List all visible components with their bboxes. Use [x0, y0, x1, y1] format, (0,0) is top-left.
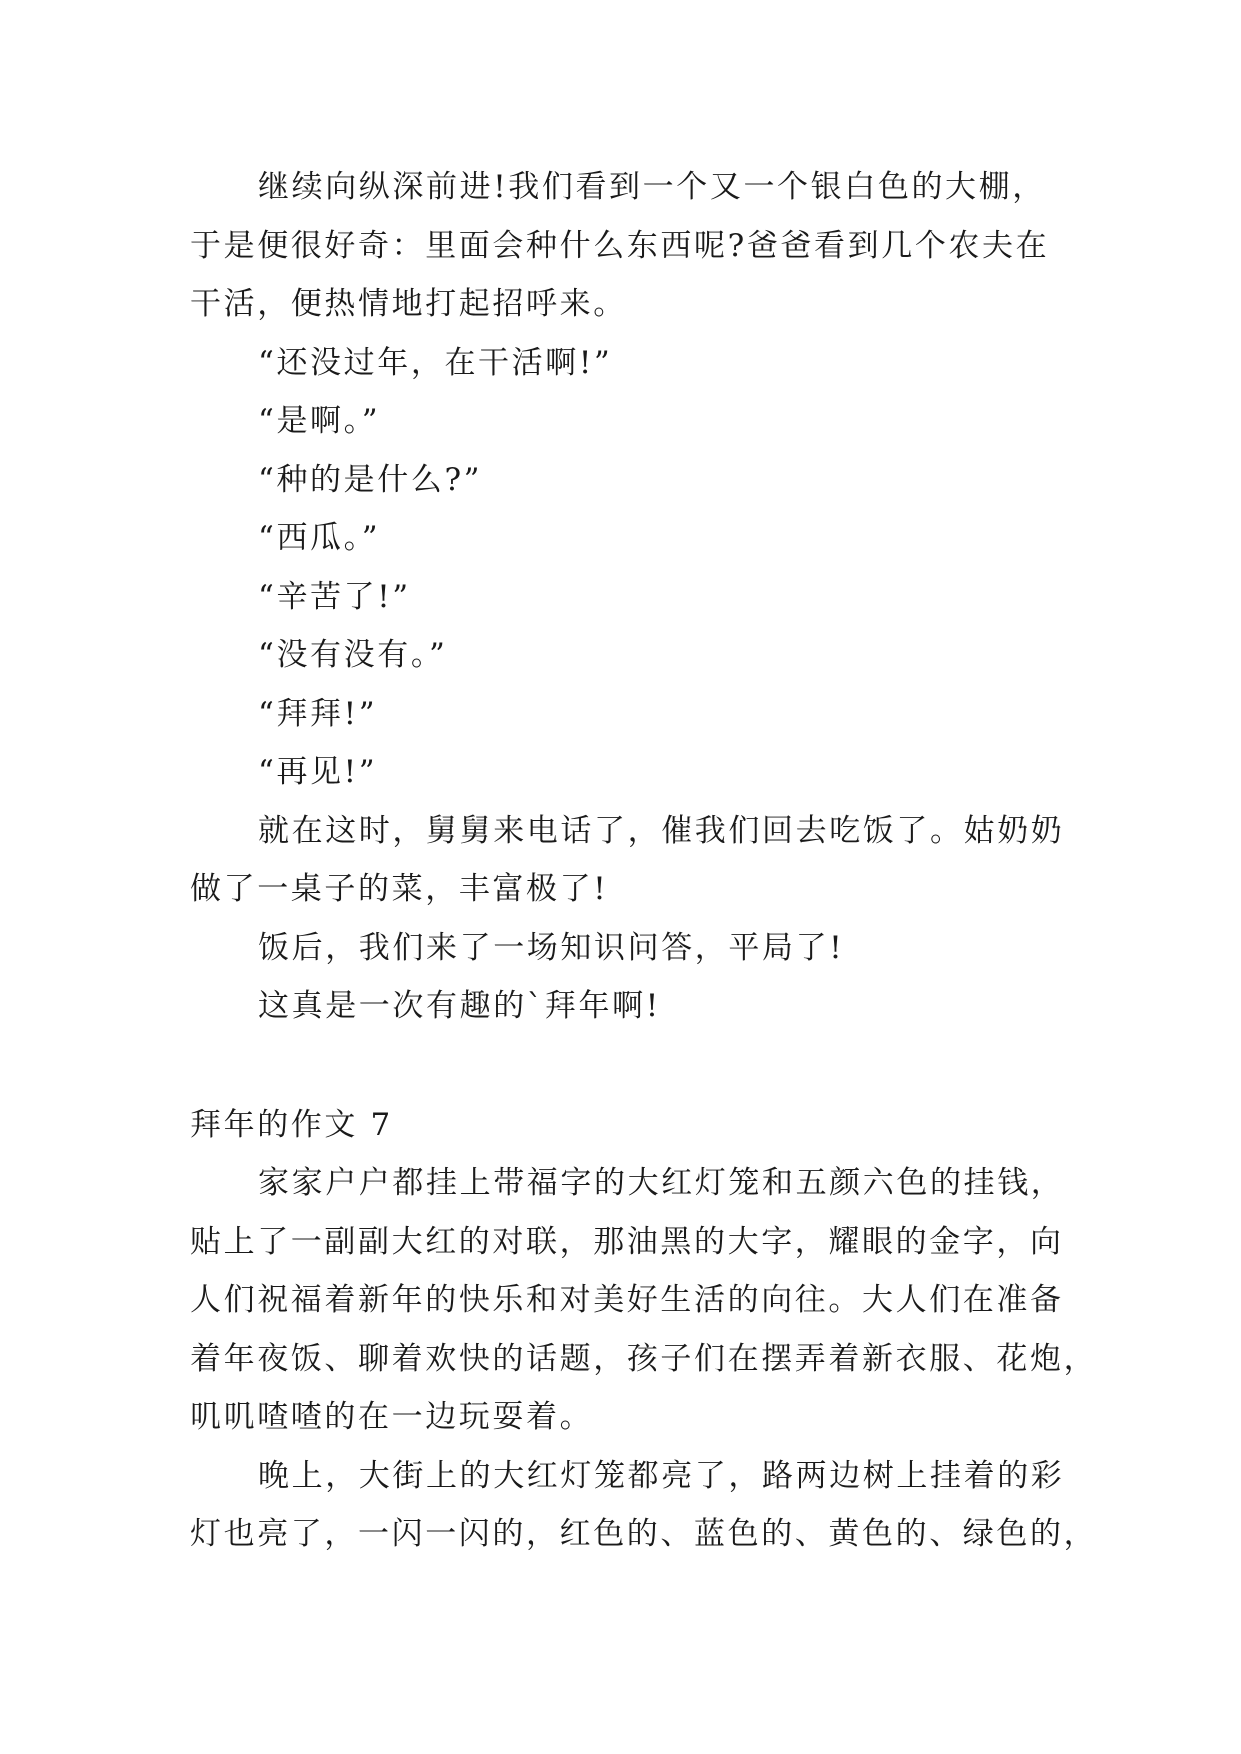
document-body [190, 158, 1098, 1564]
text-line: 晚上，大街上的大红灯笼都亮了，路两边树上挂着的彩 [258, 1457, 1065, 1494]
section-title: 拜年的作文 7 [190, 1106, 393, 1143]
text-line: 就在这时，舅舅来电话了，催我们回去吃饭了。姑奶奶 [258, 812, 1065, 849]
dialogue-line: “西瓜。” [258, 520, 381, 556]
paragraph-greenhouse [190, 158, 1060, 334]
paragraph-phone-call [190, 802, 1065, 919]
paragraph-evening-lights [190, 1447, 1098, 1564]
text-line: 灯也亮了，一闪一闪的，红色的、蓝色的、黄色的、绿色的， [190, 1516, 1098, 1552]
text-line: 人们祝福着新年的快乐和对美好生活的向往。大人们在准备 [190, 1282, 1064, 1318]
paragraph-decorations [190, 1154, 1098, 1447]
dialogue-line: “种的是什么?” [258, 461, 483, 498]
dialogue-line: “没有没有。” [258, 637, 448, 673]
section-spacer [190, 1036, 1060, 1096]
text-line: 着年夜饭、聊着欢快的话题，孩子们在摆弄着新衣服、花炮， [190, 1340, 1098, 1377]
text-line: 叽叽喳喳的在一边玩耍着。 [190, 1399, 594, 1435]
dialogue-line: “拜拜!” [258, 695, 378, 732]
text-line: 家家户户都挂上带福字的大红灯笼和五颜六色的挂钱， [258, 1165, 1065, 1201]
paragraph-conclusion: 这真是一次有趣的`拜年啊! [258, 988, 661, 1024]
dialogue-line: “是啊。” [258, 403, 381, 439]
dialogue-block [190, 334, 1060, 802]
text-line: 于是便很好奇：里面会种什么东西呢?爸爸看到几个农夫在 [190, 227, 1050, 264]
text-line: 做了一桌子的菜，丰富极了! [190, 871, 609, 907]
dialogue-line: “辛苦了!” [258, 578, 411, 615]
text-line: 贴上了一副副大红的对联，那油黑的大字，耀眼的金字，向 [190, 1223, 1064, 1260]
text-line: 继续向纵深前进!我们看到一个又一个银白色的大棚， [258, 169, 1046, 205]
text-line: 干活，便热情地打起招呼来。 [190, 286, 627, 322]
dialogue-line: “再见!” [258, 754, 378, 790]
dialogue-line: “还没过年，在干活啊!” [258, 344, 613, 381]
paragraph-quiz: 饭后，我们来了一场知识问答，平局了! [258, 929, 845, 966]
